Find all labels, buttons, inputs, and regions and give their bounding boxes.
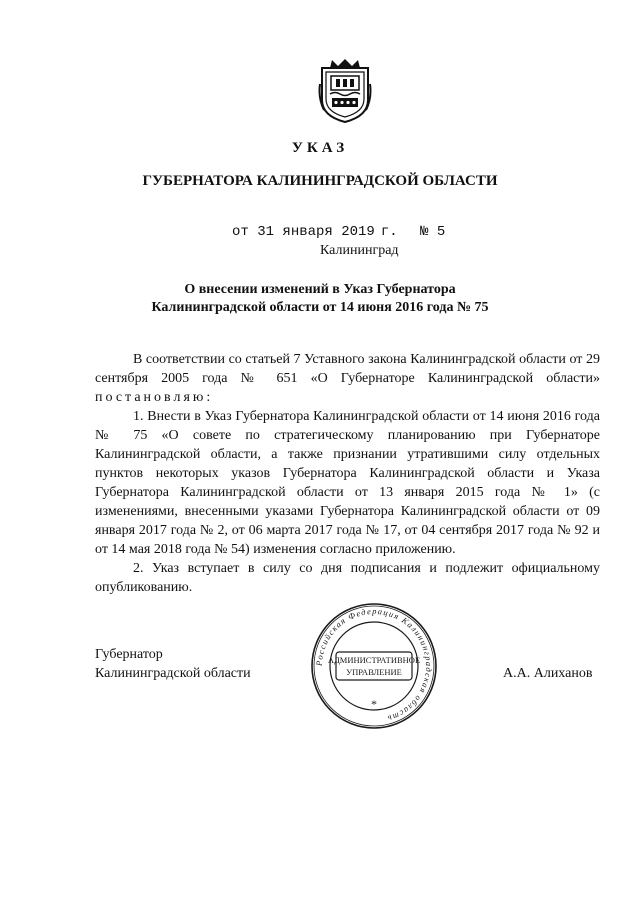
subject-line-1: О внесении изменений в Указ Губернатора [184, 282, 456, 297]
number-label: № [420, 224, 429, 240]
decree-city: Калининград [320, 243, 399, 258]
date-prefix: от [232, 224, 249, 240]
signatory-name: А.А. Алиханов [503, 666, 593, 681]
coat-of-arms-icon [318, 58, 372, 124]
resolution-word: постановляю: [95, 390, 214, 405]
decree-body [95, 350, 600, 597]
decree-number: 5 [436, 224, 446, 240]
item-2-paragraph: 2. Указ вступает в силу со дня подписания и подлежит официальному опубликованию. [95, 561, 600, 595]
preamble-text: В соответствии со статьей 7 Уставного закона Калининградской области от 29 сентября 2005 года № 651 «О Губернаторе Калининградской области» [95, 352, 600, 386]
seal-ring-text: Российская Федерация Калининградская область [313, 605, 435, 725]
signatory-position-line-2: Калининградской области [95, 666, 251, 681]
document-title: УКАЗ [291, 140, 349, 156]
item-1-paragraph: 1. Внести в Указ Губернатора Калининградской области от 14 июня 2016 года № 75 «О совете по стратегическому планированию при Губернаторе Калининградской области, а также признании утратившими силу отдельных пунктов некоторых указов Губернатора Калининградской области и Указа Губернатора Калининградской области от 13 января 2015 года № 1» (с изменениями, внесенными указами Губернатора Калининградской области от 09 января 2017 года № 2, от 06 марта 2017 года № 17, от 04 сентября 2017 года № 92 и от 14 мая 2018 года № 54) изменения согласно приложению. [95, 409, 600, 557]
signatory-position-line-1: Губернатор [95, 647, 163, 662]
subject-line-2: Калининградской области от 14 июня 2016 года № 75 [151, 300, 489, 315]
seal-center-line-2: УПРАВЛЕНИЕ [346, 667, 402, 677]
seal-star-icon: * [371, 697, 377, 711]
decree-dateline [232, 224, 445, 240]
year-suffix: г. [380, 224, 398, 240]
preamble-paragraph [95, 350, 600, 407]
decree-date: 31 января 2019 [257, 224, 375, 240]
official-seal-stamp [308, 600, 440, 732]
document-issuer: ГУБЕРНАТОРА КАЛИНИНГРАДСКОЙ ОБЛАСТИ [142, 173, 498, 189]
seal-center-line-1: АДМИНИСТРАТИВНОЕ [327, 655, 421, 665]
